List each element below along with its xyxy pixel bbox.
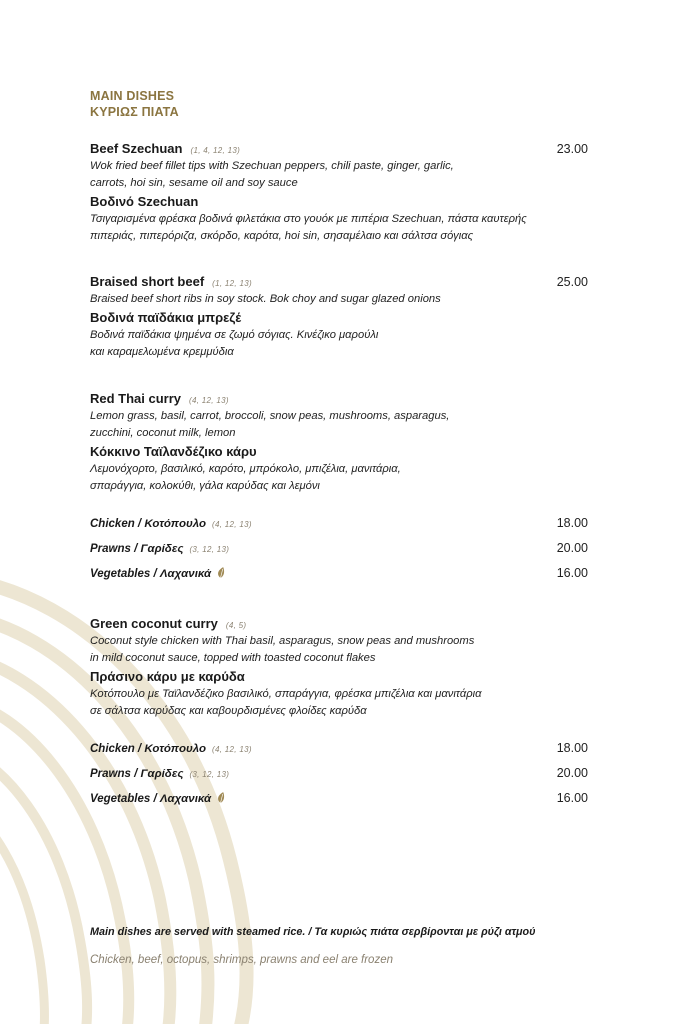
option-label: Chicken / Κοτόπουλο bbox=[90, 743, 207, 755]
served-with-rice-note: Main dishes are served with steamed rice. / Τα κυριώς πιάτα σερβίρονται με ρύζι ατμού bbox=[90, 926, 536, 938]
option-price: 20.00 bbox=[556, 766, 588, 780]
option-price: 20.00 bbox=[556, 541, 588, 555]
dish-name: Red Thai curry bbox=[90, 391, 182, 406]
option-allergens: (3, 12, 13) bbox=[189, 545, 230, 554]
dish-price: 23.00 bbox=[556, 142, 588, 156]
section-title-gr: ΚΥΡΙΩΣ ΠΙΑΤΑ bbox=[90, 105, 179, 119]
dish-name: Green coconut curry bbox=[90, 616, 218, 631]
dish-name-gr: Πράσινο κάρυ με καρύδα bbox=[90, 669, 245, 684]
option-row-vegetables bbox=[90, 564, 590, 582]
dish-description-gr: Κοτόπουλο με Ταϊλανδέζικο βασιλικό, σπαράγγια, φρέσκα μπιζέλια και μανιτάρια σε σάλτσα καρύδας και καβουρδισμένες φλοίδες καρύδα bbox=[90, 688, 482, 717]
option-row-prawns bbox=[90, 764, 590, 782]
menu-item bbox=[90, 140, 590, 245]
dish-description-gr: Λεμονόχορτο, βασιλικό, καρότο, μπρόκολο, μπιζέλια, μανιτάρια, σπαράγγια, κολοκύθι, γάλα καρύδας και λεμόνι bbox=[90, 463, 401, 492]
menu-item bbox=[90, 273, 590, 361]
option-row-chicken bbox=[90, 739, 590, 757]
menu-item bbox=[90, 390, 590, 495]
option-allergens: (3, 12, 13) bbox=[189, 770, 230, 779]
dish-allergens: (1, 4, 12, 13) bbox=[190, 146, 241, 155]
option-label: Prawns / Γαρίδες bbox=[90, 543, 184, 555]
option-price: 16.00 bbox=[556, 566, 588, 580]
option-allergens: (4, 12, 13) bbox=[212, 745, 252, 754]
option-row-vegetables bbox=[90, 789, 590, 807]
option-row-chicken bbox=[90, 514, 590, 532]
dish-name-gr: Βοδινά παϊδάκια μπρεζέ bbox=[90, 310, 242, 325]
option-label: Chicken / Κοτόπουλο bbox=[90, 518, 207, 530]
dish-description-en: Wok fried beef fillet tips with Szechuan peppers, chili paste, ginger, garlic, carrots, hoi sin, sesame oil and soy sauce bbox=[90, 160, 454, 189]
dish-description-gr: Βοδινά παϊδάκια ψημένα σε ζωμό σόγιας. Κινέζικο μαρούλι και καραμελωμένα κρεμμύδια bbox=[90, 329, 379, 358]
leaf-icon bbox=[216, 791, 225, 804]
dish-name-gr: Κόκκινο Ταϊλανδέζικο κάρυ bbox=[90, 444, 257, 459]
option-label: Vegetables / Λαχανικά bbox=[90, 568, 212, 580]
option-allergens: (4, 12, 13) bbox=[212, 520, 252, 529]
dish-description-en: Braised beef short ribs in soy stock. Bok choy and sugar glazed onions bbox=[90, 293, 441, 305]
frozen-ingredients-note: Chicken, beef, octopus, shrimps, prawns and eel are frozen bbox=[90, 954, 393, 966]
dish-price: 25.00 bbox=[556, 275, 588, 289]
option-price: 18.00 bbox=[556, 516, 588, 530]
dish-name-gr: Βοδινό Szechuan bbox=[90, 194, 199, 209]
option-row-prawns bbox=[90, 539, 590, 557]
dish-name: Beef Szechuan bbox=[90, 141, 183, 156]
leaf-icon bbox=[216, 566, 225, 579]
menu-item bbox=[90, 615, 590, 720]
dish-allergens: (4, 12, 13) bbox=[189, 396, 229, 405]
dish-description-en: Coconut style chicken with Thai basil, asparagus, snow peas and mushrooms in mild coconut sauce, topped with toasted coconut flakes bbox=[90, 635, 475, 664]
option-price: 18.00 bbox=[556, 741, 588, 755]
dish-allergens: (1, 12, 13) bbox=[212, 279, 252, 288]
section-title-en: MAIN DISHES bbox=[90, 89, 175, 103]
option-label: Vegetables / Λαχανικά bbox=[90, 793, 212, 805]
dish-name: Braised short beef bbox=[90, 274, 205, 289]
option-label: Prawns / Γαρίδες bbox=[90, 768, 184, 780]
dish-allergens: (4, 5) bbox=[225, 621, 247, 630]
dish-description-en: Lemon grass, basil, carrot, broccoli, snow peas, mushrooms, asparagus, zucchini, coconut milk, lemon bbox=[90, 410, 450, 439]
dish-description-gr: Τσιγαρισμένα φρέσκα βοδινά φιλετάκια στο γουόκ με πιπέρια Szechuan, πάστα καυτερής πιπεριάς, πιπερόριζα, σκόρδο, καρότα, hoi sin, σησαμέλαιο και σάλτσα σόγιας bbox=[90, 213, 527, 242]
section-header bbox=[90, 88, 179, 120]
option-price: 16.00 bbox=[556, 791, 588, 805]
